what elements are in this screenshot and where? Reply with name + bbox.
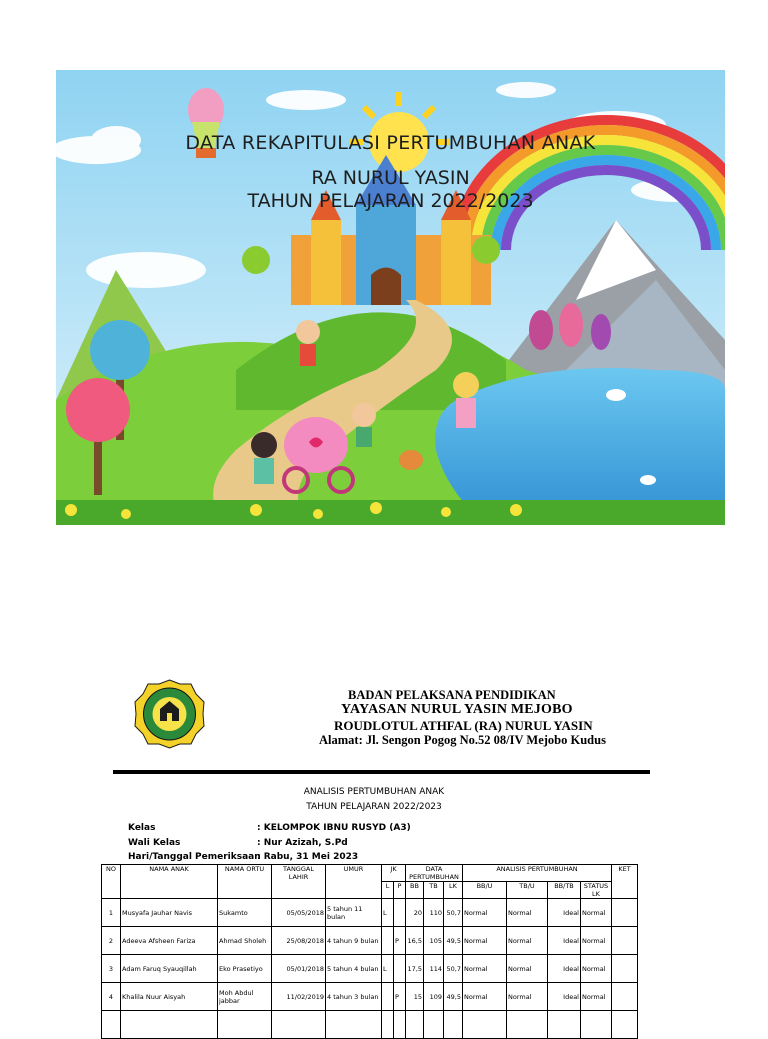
cell-l: L [382,955,394,983]
cell-ket [612,899,638,927]
cell-nama-ortu: Sukamto [218,899,272,927]
cell-nama-anak: Musyafa Jauhar Navis [121,899,218,927]
info-value-tanggal: : Rabu, 31 Mei 2023 [257,852,359,862]
cell-tanggal-lahir: 05/05/2018 [272,899,326,927]
cell-bb-tb: Ideal [548,983,581,1011]
cell-tb-u [507,1011,548,1039]
cell-bb: 15 [406,983,424,1011]
cell-ket [612,955,638,983]
info-label-wali-kelas: Wali Kelas [128,838,181,848]
info-value-kelas: : KELOMPOK IBNU RUSYD (A3) [257,823,411,833]
cell-nama-ortu: Ahmad Sholeh [218,927,272,955]
header-bb-tb: BB/TB [548,882,581,899]
cell-lk: 50,7 [444,899,463,927]
header-bb: BB [406,882,424,899]
cell-l [382,983,394,1011]
cell-lk [444,1011,463,1039]
letterhead-address: Alamat: Jl. Sengon Pogog No.52 08/IV Mejobo Kudus [319,733,606,747]
header-ket: KET [612,865,638,899]
cell-bb-u [463,1011,507,1039]
header-no: NO [102,865,121,899]
letterhead-line1: BADAN PELAKSANA PENDIDIKAN [348,688,556,702]
table-row [102,1011,638,1039]
cell-ket [612,983,638,1011]
cell-nama-anak: Adam Faruq Syauqillah [121,955,218,983]
cell-l: L [382,899,394,927]
cell-umur: 5 tahun 4 bulan [326,955,382,983]
cell-no [102,1011,121,1039]
cell-status-lk: Normal [581,899,612,927]
header-tanggal-lahir: TANGGAL LAHIR [272,865,326,899]
cell-bb: 17,5 [406,955,424,983]
header-bb-u: BB/U [463,882,507,899]
cell-p: P [394,927,406,955]
cell-nama-ortu: Eko Prasetiyo [218,955,272,983]
cell-lk: 49,5 [444,983,463,1011]
cell-tb-u: Normal [507,927,548,955]
cell-tanggal-lahir: 25/08/2018 [272,927,326,955]
cell-bb-tb: Ideal [548,927,581,955]
cell-bb [406,1011,424,1039]
cell-p [394,1011,406,1039]
cell-ket [612,1011,638,1039]
cell-tb: 109 [424,983,444,1011]
header-lk: LK [444,882,463,899]
growth-analysis-table [101,864,638,1039]
cell-bb-u: Normal [463,983,507,1011]
cell-bb-u: Normal [463,899,507,927]
cell-ket [612,927,638,955]
cell-nama-anak: Khalila Nuur Aisyah [121,983,218,1011]
cell-bb: 16,5 [406,927,424,955]
header-tb-u: TB/U [507,882,548,899]
cell-tanggal-lahir: 05/01/2018 [272,955,326,983]
cell-umur [326,1011,382,1039]
cell-bb-tb [548,1011,581,1039]
cell-no: 3 [102,955,121,983]
cell-nama-anak [121,1011,218,1039]
header-status-lk: STATUS LK [581,882,612,899]
cell-tb-u: Normal [507,899,548,927]
cover-title-line1: DATA REKAPITULASI PERTUMBUHAN ANAK [185,132,596,154]
cell-nama-ortu [218,1011,272,1039]
cell-bb-u: Normal [463,955,507,983]
cell-tb-u: Normal [507,983,548,1011]
cell-status-lk [581,1011,612,1039]
header-nama-anak: NAMA ANAK [121,865,218,899]
cell-p [394,899,406,927]
cover-title-line2: RA NURUL YASIN [311,167,470,189]
header-p: P [394,882,406,899]
header-tb: TB [424,882,444,899]
letterhead-line3: ROUDLOTUL ATHFAL (RA) NURUL YASIN [334,718,593,733]
cell-tb: 105 [424,927,444,955]
cell-l [382,927,394,955]
cell-tanggal-lahir: 11/02/2019 [272,983,326,1011]
letterhead-line2: YAYASAN NURUL YASIN MEJOBO [341,702,573,717]
cell-lk: 49,5 [444,927,463,955]
cell-no: 2 [102,927,121,955]
header-jk: JK [382,865,406,882]
cell-tanggal-lahir [272,1011,326,1039]
cell-status-lk: Normal [581,927,612,955]
header-l: L [382,882,394,899]
info-label-kelas: Kelas [128,823,156,833]
cell-umur: 4 tahun 9 bulan [326,927,382,955]
header-umur: UMUR [326,865,382,899]
cell-bb: 20 [406,899,424,927]
cell-nama-anak: Adeeva Afsheen Fariza [121,927,218,955]
report-title: ANALISIS PERTUMBUHAN ANAK [303,787,445,797]
cell-tb: 110 [424,899,444,927]
info-label-tanggal: Hari/Tanggal Pemeriksaan [128,852,261,862]
school-logo [133,679,206,749]
cell-tb: 114 [424,955,444,983]
table-row [102,955,638,983]
cell-nama-ortu: Moh Abdul jabbar [218,983,272,1011]
report-year: TAHUN PELAJARAN 2022/2023 [306,802,442,812]
cell-no: 1 [102,899,121,927]
cell-umur: 5 tahun 11 bulan [326,899,382,927]
cell-bb-u: Normal [463,927,507,955]
letterhead-divider [113,770,650,774]
table-row [102,899,638,927]
header-data-pertumbuhan: DATA PERTUMBUHAN [406,865,463,882]
cell-bb-tb: Ideal [548,899,581,927]
cell-umur: 4 tahun 3 bulan [326,983,382,1011]
cell-p [394,955,406,983]
table-row [102,927,638,955]
table-row [102,983,638,1011]
cover-illustration [56,70,725,525]
info-value-wali-kelas: : Nur Azizah, S.Pd [257,838,348,848]
cell-status-lk: Normal [581,955,612,983]
cell-no: 4 [102,983,121,1011]
cell-l [382,1011,394,1039]
header-nama-ortu: NAMA ORTU [218,865,272,899]
cell-p: P [394,983,406,1011]
cell-lk: 50,7 [444,955,463,983]
cell-tb [424,1011,444,1039]
header-analisis-pertumbuhan: ANALISIS PERTUMBUHAN [463,865,612,882]
cell-status-lk: Normal [581,983,612,1011]
cell-tb-u: Normal [507,955,548,983]
table-header-row [102,865,638,882]
cover-title-line3: TAHUN PELAJARAN 2022/2023 [247,190,534,212]
cell-bb-tb: Ideal [548,955,581,983]
